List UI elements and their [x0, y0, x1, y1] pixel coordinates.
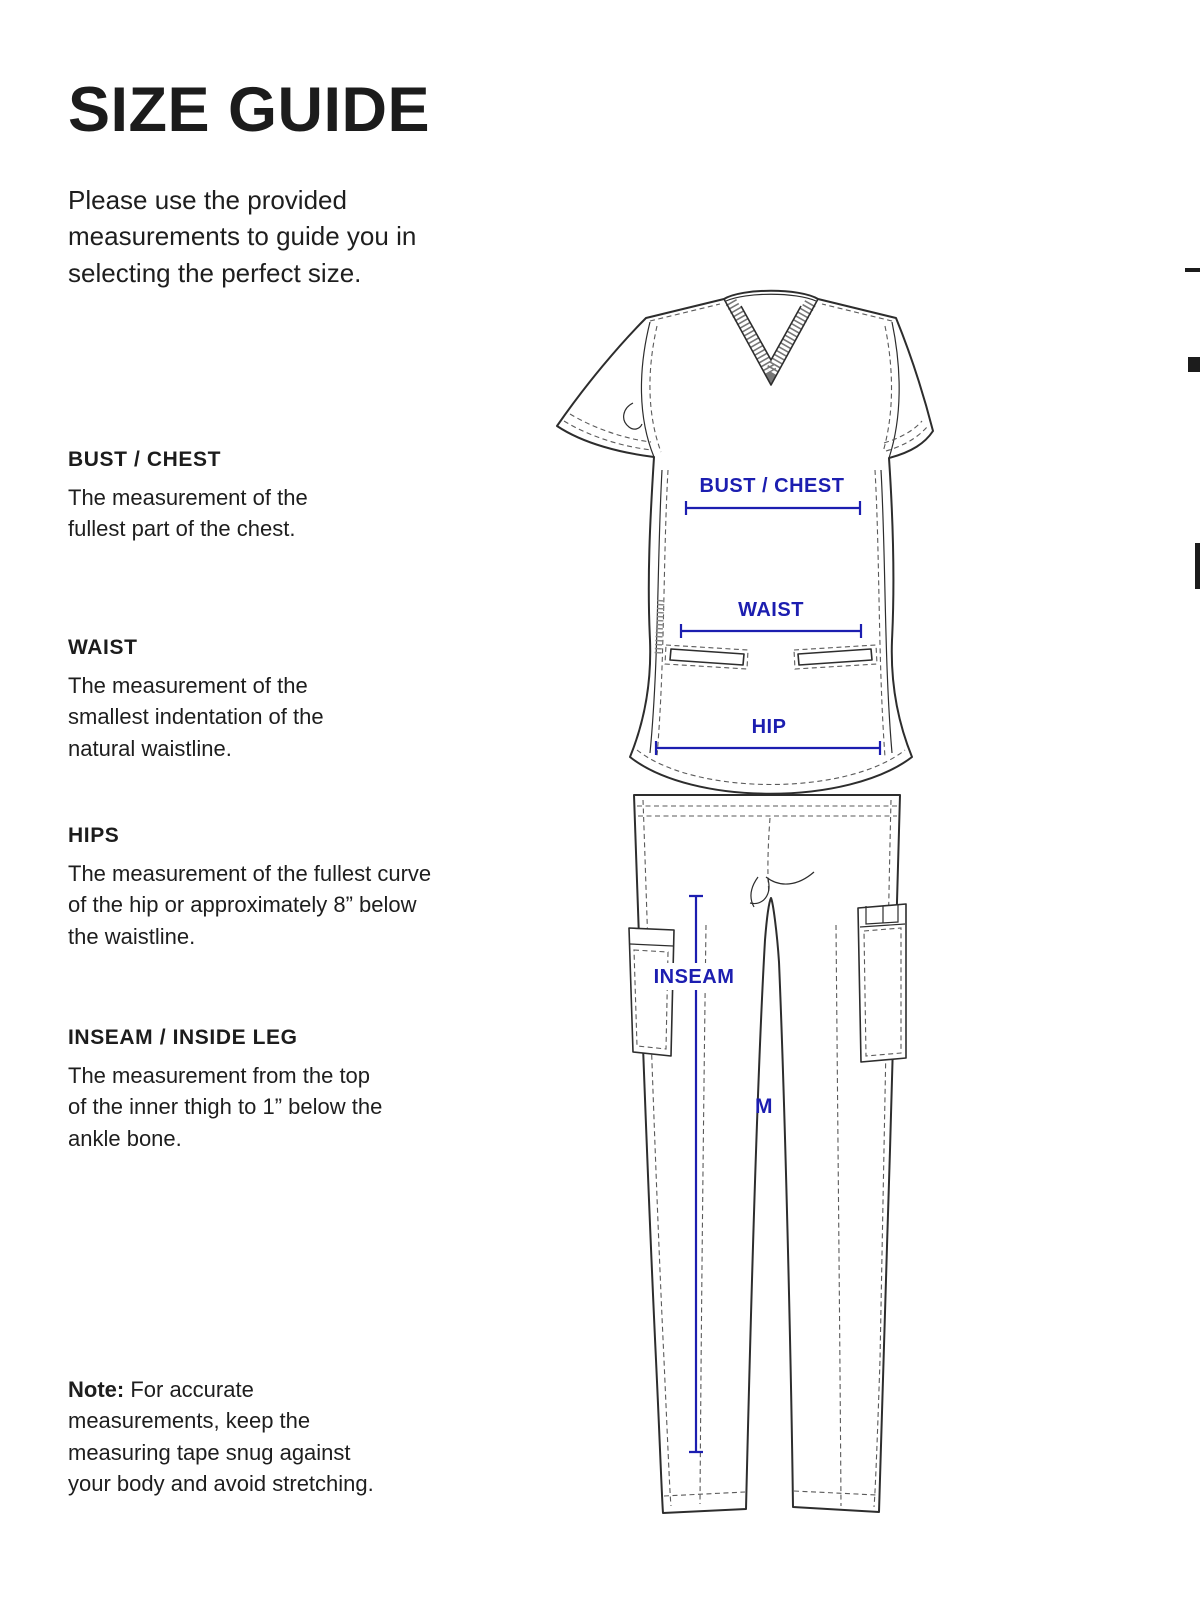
- scrub-pants-illustration: [629, 795, 906, 1513]
- note-body: For accurate measurements, keep the measuring tape snug against your body and avoid stretching.: [68, 1377, 374, 1497]
- size-marker: M: [755, 1095, 773, 1118]
- section-hips: [68, 824, 446, 952]
- edge-artifact: [1188, 357, 1200, 372]
- intro-text: Please use the provided measurements to guide you in selecting the perfect size.: [68, 185, 417, 288]
- note-label: Note:: [68, 1377, 125, 1402]
- bust-chest-label: BUST / CHEST: [699, 475, 845, 497]
- hip-label: HIP: [751, 716, 787, 738]
- section-heading: HIPS: [68, 824, 120, 847]
- section-heading: BUST / CHEST: [68, 448, 222, 471]
- pants-outline: [634, 795, 900, 1513]
- scrubs-measurement-illustration: [520, 270, 1200, 1560]
- scrub-top-illustration: [557, 291, 933, 794]
- section-body: The measurement of the smallest indentation of the natural waistline.: [68, 673, 324, 761]
- section-waist: [68, 636, 378, 764]
- inseam-label: INSEAM: [653, 966, 735, 988]
- waist-label: WAIST: [738, 599, 804, 621]
- page-title: SIZE GUIDE: [68, 75, 431, 145]
- measurement-note: [68, 1374, 390, 1500]
- edge-artifact: [1185, 268, 1200, 272]
- section-heading: INSEAM / INSIDE LEG: [68, 1026, 298, 1049]
- section-body: The measurement from the top of the inner thigh to 1” below the ankle bone.: [68, 1063, 383, 1151]
- section-body: The measurement of the fullest curve of the hip or approximately 8” below the waistline.: [68, 861, 432, 949]
- section-body: The measurement of the fullest part of the chest.: [68, 485, 308, 542]
- top-outline: [557, 291, 933, 794]
- edge-artifact: [1195, 543, 1200, 589]
- section-bust-chest: [68, 448, 358, 545]
- section-inseam: [68, 1026, 390, 1154]
- section-heading: WAIST: [68, 636, 138, 659]
